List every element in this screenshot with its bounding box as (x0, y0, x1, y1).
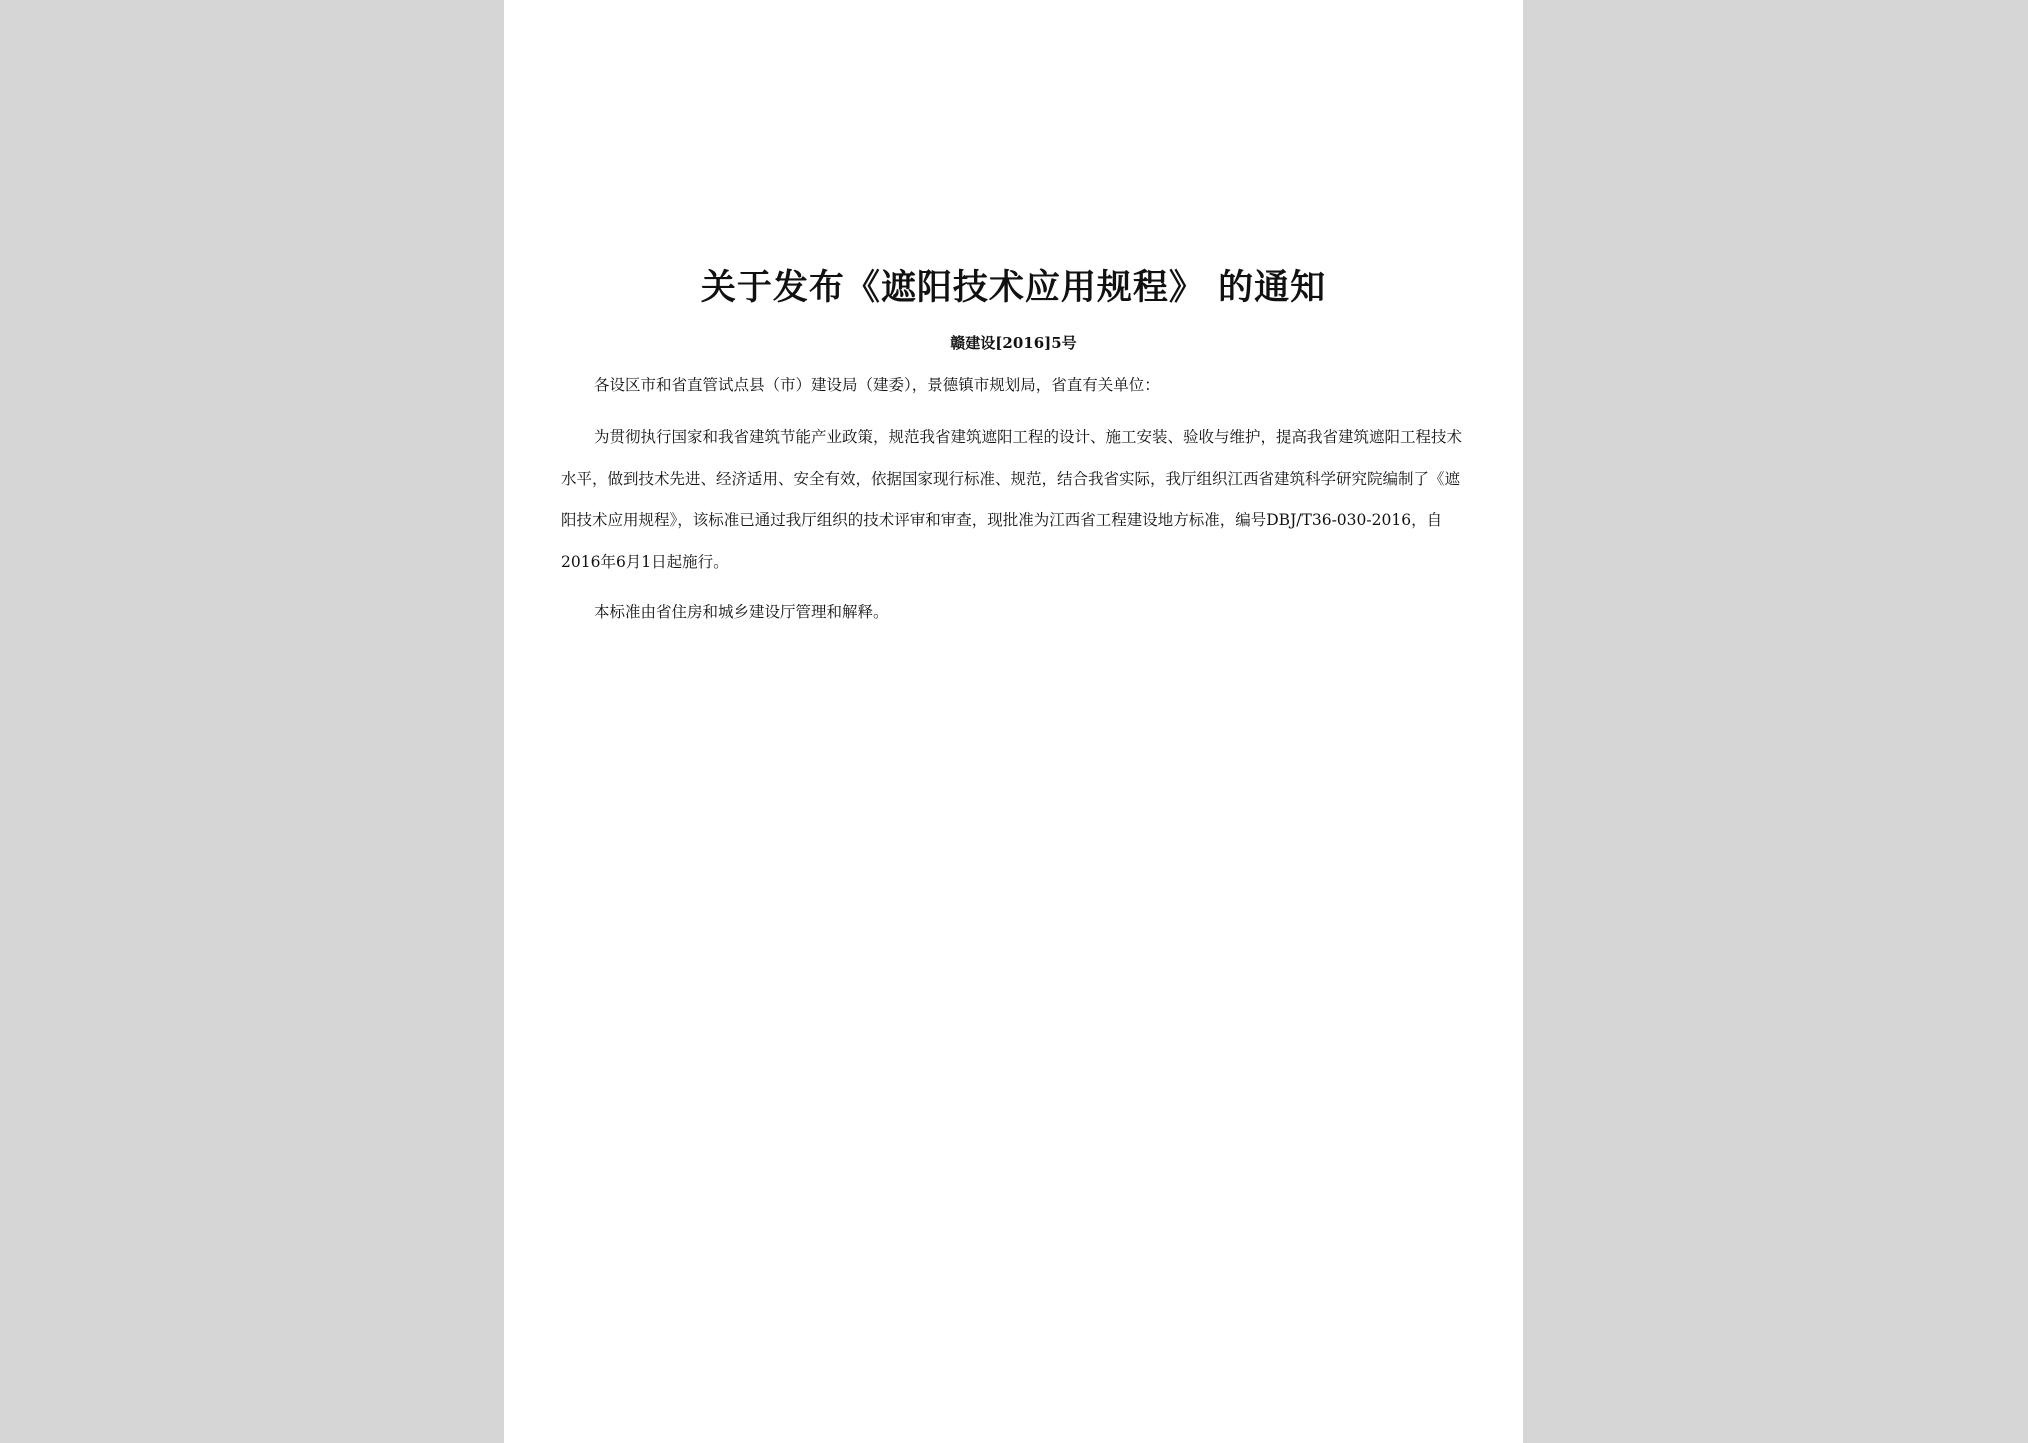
document-number: 赣建设[2016]5号 (950, 334, 1077, 352)
document-title: 关于发布《遮阳技术应用规程》 的通知 (700, 267, 1327, 308)
body-paragraph: 为贯彻执行国家和我省建筑节能产业政策，规范我省建筑遮阳工程的设计、施工安装、验收与维护，提高我省建筑遮阳工程技术水平，做到技术先进、经济适用、安全有效，依据国家现行标准、规范，结合我省实际，我厅组织江西省建筑科学研究院编制了《遮阳技术应用规程》，该标准已通过我厅组织的技术评审和审查，现批准为江西省工程建设地方标准，编号DBJ/T36-030-2016，自2016年6月1日起施行。 (561, 428, 1463, 571)
salutation-paragraph: 各设区市和省直管试点县（市）建设局（建委），景德镇市规划局，省直有关单位： (594, 376, 1160, 394)
document-page (504, 0, 1523, 1443)
closing-paragraph: 本标准由省住房和城乡建设厅管理和解释。 (594, 603, 889, 621)
